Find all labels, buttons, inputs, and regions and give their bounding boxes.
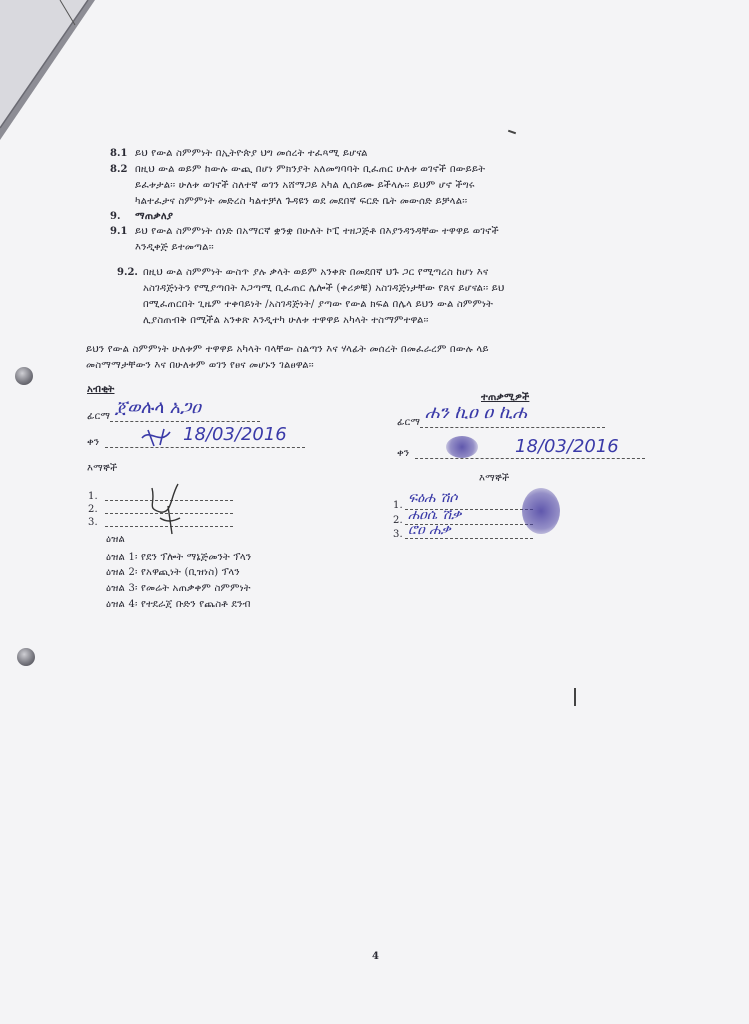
appendix-item: ዕዝል 1፡ የደን ፕሎት ማኔጅመንት ፕላን — [106, 552, 252, 563]
section-heading: ማጠቃለያ — [135, 211, 174, 222]
stray-mark — [508, 130, 516, 135]
clause-number: 9.2. — [117, 267, 138, 278]
appendix-item: ዕዝል 3፡ የመሬት አጠቃቀም ስምምነት — [106, 583, 251, 594]
right-witnesses-label: እማኞች — [479, 473, 510, 484]
left-witness-number: 2. — [88, 504, 98, 515]
folded-corner — [0, 0, 150, 150]
right-witness-signature: ሮዐ ሐቃ — [408, 522, 451, 538]
clause-text-line: አስገዳጅነትን የሚያጣበት እጋጣሚ ቢፈጠር ሌሎች (ቀሪዎቹ) አስገዳጅነታቸው የጸና ይሆናል፡፡ ይህ — [143, 283, 505, 294]
clause-text-line: ይፈቱታል፡፡ ሁለቱ ወገኖች ስለተኛ ወገን አሸማጋይ አካል ሊሰይሙ ይችላሉ፡፡ ይህም ሆኖ ችግሩ — [135, 180, 475, 191]
right-witness-number: 3. — [393, 529, 403, 540]
stray-mark — [574, 688, 576, 706]
left-date-scribble — [140, 426, 180, 448]
left-witnesses-label: እማኞች — [87, 463, 118, 474]
punch-hole-bottom — [17, 648, 35, 666]
clause-text-line: ይህ የውል ስምምነት ሰነድ በአማርኛ ቋንቋ በሁለት ኮፒ ተዘጋጅቶ በእያንዳንዳቸው ተዋዋይ ወገኖች — [135, 226, 499, 237]
left-witness-signature — [142, 478, 192, 538]
clause-text-line: ካልተፈታና ስምምነት መድረስ ካልተቻለ ጉዳዩን ወደ መደበኛ ፍርድ ቤት መውሰድ ይቻላል፡፡ — [135, 196, 468, 207]
punch-hole-top — [15, 367, 33, 385]
clause-text-line: ይህ የውል ስምምነት በኢትዮጵያ ህግ መሰረት ተፈጻሚ ይሆናል — [135, 148, 368, 159]
clause-text-line: በዚህ ውል ስምምነት ውስጥ ያሉ ቃላት ወይም አንቀጽ በመደበኛ ህጉ ጋር የሚጣረስ ከሆነ እና — [143, 267, 489, 278]
clause-number: 8.2 — [110, 164, 128, 175]
right-signature-handwriting: ሐን ኪዐ ዐ ኪሐ — [425, 402, 527, 423]
clause-text-line: በዚህ ውል ወይም ከውሉ ውጪ በሆነ ምክንያት አለመግባባት ቢፈጠር ሁለቱ ወገኖች በውይይት — [135, 164, 486, 175]
clause-number: 9.1 — [110, 226, 128, 237]
right-witness-signature: ፍዕሐ ሽሶ — [408, 490, 458, 506]
left-date-label: ቀን — [87, 437, 100, 448]
clause-text-line: እንዲቀጅ ይተመጣል፡፡ — [135, 242, 214, 253]
right-witness-thumbprint — [522, 488, 560, 534]
right-signature-line — [420, 427, 605, 428]
right-date-line — [415, 458, 645, 459]
left-date-handwriting: 18/03/2016 — [183, 424, 287, 445]
appendix-item: ዕዝል 4፡ የተደራጀ ቡድን የጨስቶ ደንብ — [106, 599, 251, 610]
clause-number: 8.1 — [110, 148, 128, 159]
appendix-item: ዕዝል 2፡ የአዋጪነት (ቢዝነስ) ፕላን — [106, 567, 240, 578]
clause-text-line: ሊያስጠብቅ በሚችል አንቀጽ እንዲተካ ሁለቱ ተዋዋይ አካላት ተስማምተዋል፡፡ — [143, 315, 429, 326]
right-date-stamp-mark — [446, 436, 478, 458]
right-date-label: ቀን — [397, 448, 410, 459]
left-signature-handwriting: ጀወሉላ አጋዐ — [115, 397, 201, 418]
appendix-title: ዕዝል — [106, 534, 126, 545]
right-witness-line — [405, 538, 533, 539]
right-witness-signature: ሐዐሴ ሽቃ — [408, 507, 462, 523]
left-witness-number: 3. — [88, 517, 98, 528]
right-witness-number: 2. — [393, 515, 403, 526]
right-date-handwriting: 18/03/2016 — [515, 436, 619, 457]
left-signature-line — [110, 421, 260, 422]
left-party-title: አብቂት — [87, 384, 115, 395]
right-witness-number: 1. — [393, 500, 403, 511]
left-signature-label: ፊርማ — [87, 411, 111, 422]
closing-text-line: መስማማታቸውን እና በሁለቱም ወገን የፀና መሆኑን ገልፀዋል፡፡ — [86, 360, 314, 371]
right-signature-label: ፊርማ — [397, 417, 421, 428]
right-party-title: ተጠቃሚዎች — [481, 392, 530, 403]
left-witness-number: 1. — [88, 491, 98, 502]
section-number: 9. — [110, 211, 121, 222]
closing-text-line: ይህን የውል ስምምነት ሁለቱም ተዋዋይ አካላት ባላቸው ስልጣን እና ሃላፊት መሰረት በመፈራረም በውሉ ላይ — [86, 344, 489, 355]
clause-text-line: በሚፈጠርበት ጊዜም ተቀባይነት /አስገዳጅነት/ ያጣው የውል ክፍል በሌላ ይህን ውል ስምምነት — [143, 299, 494, 310]
left-date-line — [105, 447, 305, 448]
page-number: 4 — [372, 951, 379, 962]
